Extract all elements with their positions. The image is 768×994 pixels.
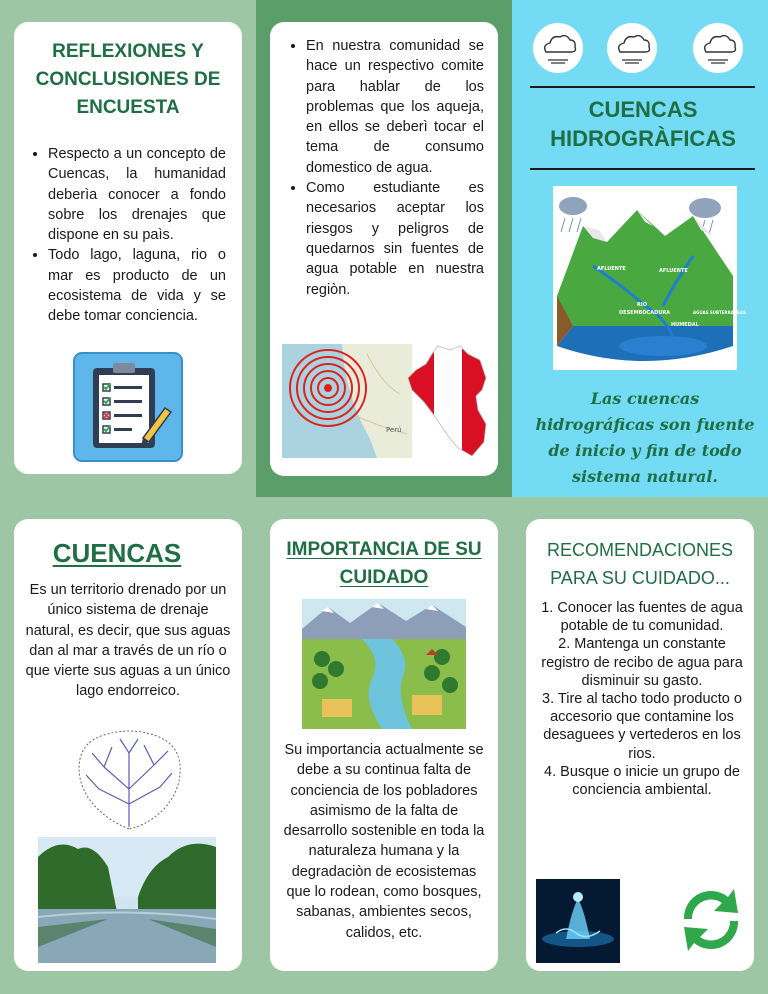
watershed-diagram bbox=[553, 186, 746, 370]
cloud-icon bbox=[532, 22, 584, 74]
diagram-label: AFLUENTE bbox=[597, 266, 626, 272]
cuencas-title: CUENCAS bbox=[52, 538, 182, 568]
cloud-icon bbox=[606, 22, 658, 74]
importancia-text: Su importancia actualmente se debe a su continua falta de conciencia de los pobladores asimismo de la falta de desarrollo sostenible en toda la naturaleza humana y la degradaciòn de ecosistemas que lo rodean, como bosques, sabanas, ambientes secos, calidos, etc. bbox=[283, 742, 485, 941]
river-photo bbox=[38, 837, 216, 963]
list-item bbox=[540, 690, 744, 763]
list-text: Conocer las fuentes de agua potable de tu comunidad. bbox=[557, 600, 743, 635]
reflexiones-card bbox=[14, 22, 242, 474]
cover-divider-bottom bbox=[530, 168, 755, 170]
list-item: • Todo lago, laguna, rio o mar es producto de un ecosistema de vida y se debe tomar conciencia. bbox=[48, 245, 226, 326]
diagram-label: AFLUENTE bbox=[659, 268, 688, 274]
cuencas-card bbox=[14, 519, 242, 971]
diagram-label: AGUAS SUBTERRANEAS bbox=[693, 310, 746, 315]
drainage-network-illustration bbox=[74, 729, 184, 831]
importancia-card bbox=[270, 519, 498, 971]
diagram-label: HUMEDAL bbox=[671, 322, 699, 328]
reflexiones-title: REFLEXIONES Y CONCLUSIONES DE ENCUESTA bbox=[35, 41, 221, 118]
peru-map-image bbox=[282, 344, 412, 458]
comunidad-card bbox=[270, 22, 498, 476]
cover-slogan: Las cuencas hidrográficas son fuente de inicio y fin de todo sistema natural. bbox=[535, 389, 755, 486]
cloud-icon bbox=[692, 22, 744, 74]
list-item bbox=[540, 599, 744, 635]
recomendaciones-title: RECOMENDACIONES PARA SU CUIDADO... bbox=[546, 540, 734, 588]
list-item bbox=[540, 763, 744, 799]
list-item: • En nuestra comunidad se hace un respectivo comite para hablar de los problemas que los aqueja, en ellos se deberì tocar el tema de consumo domestico de agua. bbox=[306, 36, 484, 178]
cuencas-text: Es un territorio drenado por un único sistema de drenaje natural, es decir, que sus aguas dan al mar a través de un río o que vierte sus aguas a un único lago endorreico. bbox=[25, 582, 231, 700]
water-splash-image bbox=[536, 879, 620, 963]
list-text: Mantenga un constante registro de recibo de agua para disminuir su gasto. bbox=[541, 636, 743, 689]
recycle-icon bbox=[672, 881, 750, 959]
list-number: 2. bbox=[558, 636, 571, 653]
reflexiones-bullets bbox=[30, 144, 226, 327]
list-item bbox=[540, 635, 744, 690]
list-number: 1. bbox=[541, 600, 554, 616]
peru-flag-map-image bbox=[406, 344, 490, 458]
list-number: 4. bbox=[544, 763, 557, 780]
list-text: Tire al tacho todo producto o accesorio que contamine los desaguees y vertederos en los rios. bbox=[543, 691, 742, 762]
list-item: • Como estudiante es necesarios aceptar los riesgos y peligros de quedarnos sin fuentes de agua potable en nuestra regiòn. bbox=[306, 178, 484, 300]
recomendaciones-list bbox=[540, 599, 744, 799]
cover-divider-top bbox=[530, 86, 755, 88]
comunidad-bullets bbox=[288, 36, 484, 300]
diagram-label: DESEMBOCADURA bbox=[619, 310, 671, 316]
list-text: Busque o inicie un grupo de conciencia ambiental. bbox=[560, 763, 740, 799]
recomendaciones-card bbox=[526, 519, 754, 971]
map-label: Perú bbox=[386, 426, 402, 434]
list-number: 3. bbox=[542, 691, 555, 708]
cover-title: CUENCAS HIDROGRÀFICAS bbox=[550, 97, 736, 151]
importancia-title: IMPORTANCIA DE SU CUIDADO bbox=[286, 539, 482, 588]
landscape-illustration bbox=[302, 599, 466, 729]
list-item: • Respecto a un concepto de Cuencas, la humanidad deberìa conocer a fondo sobre los drenajes que dispone en su paìs. bbox=[48, 144, 226, 245]
clipboard-checklist-icon bbox=[73, 352, 183, 462]
diagram-label: RIO bbox=[637, 302, 647, 308]
